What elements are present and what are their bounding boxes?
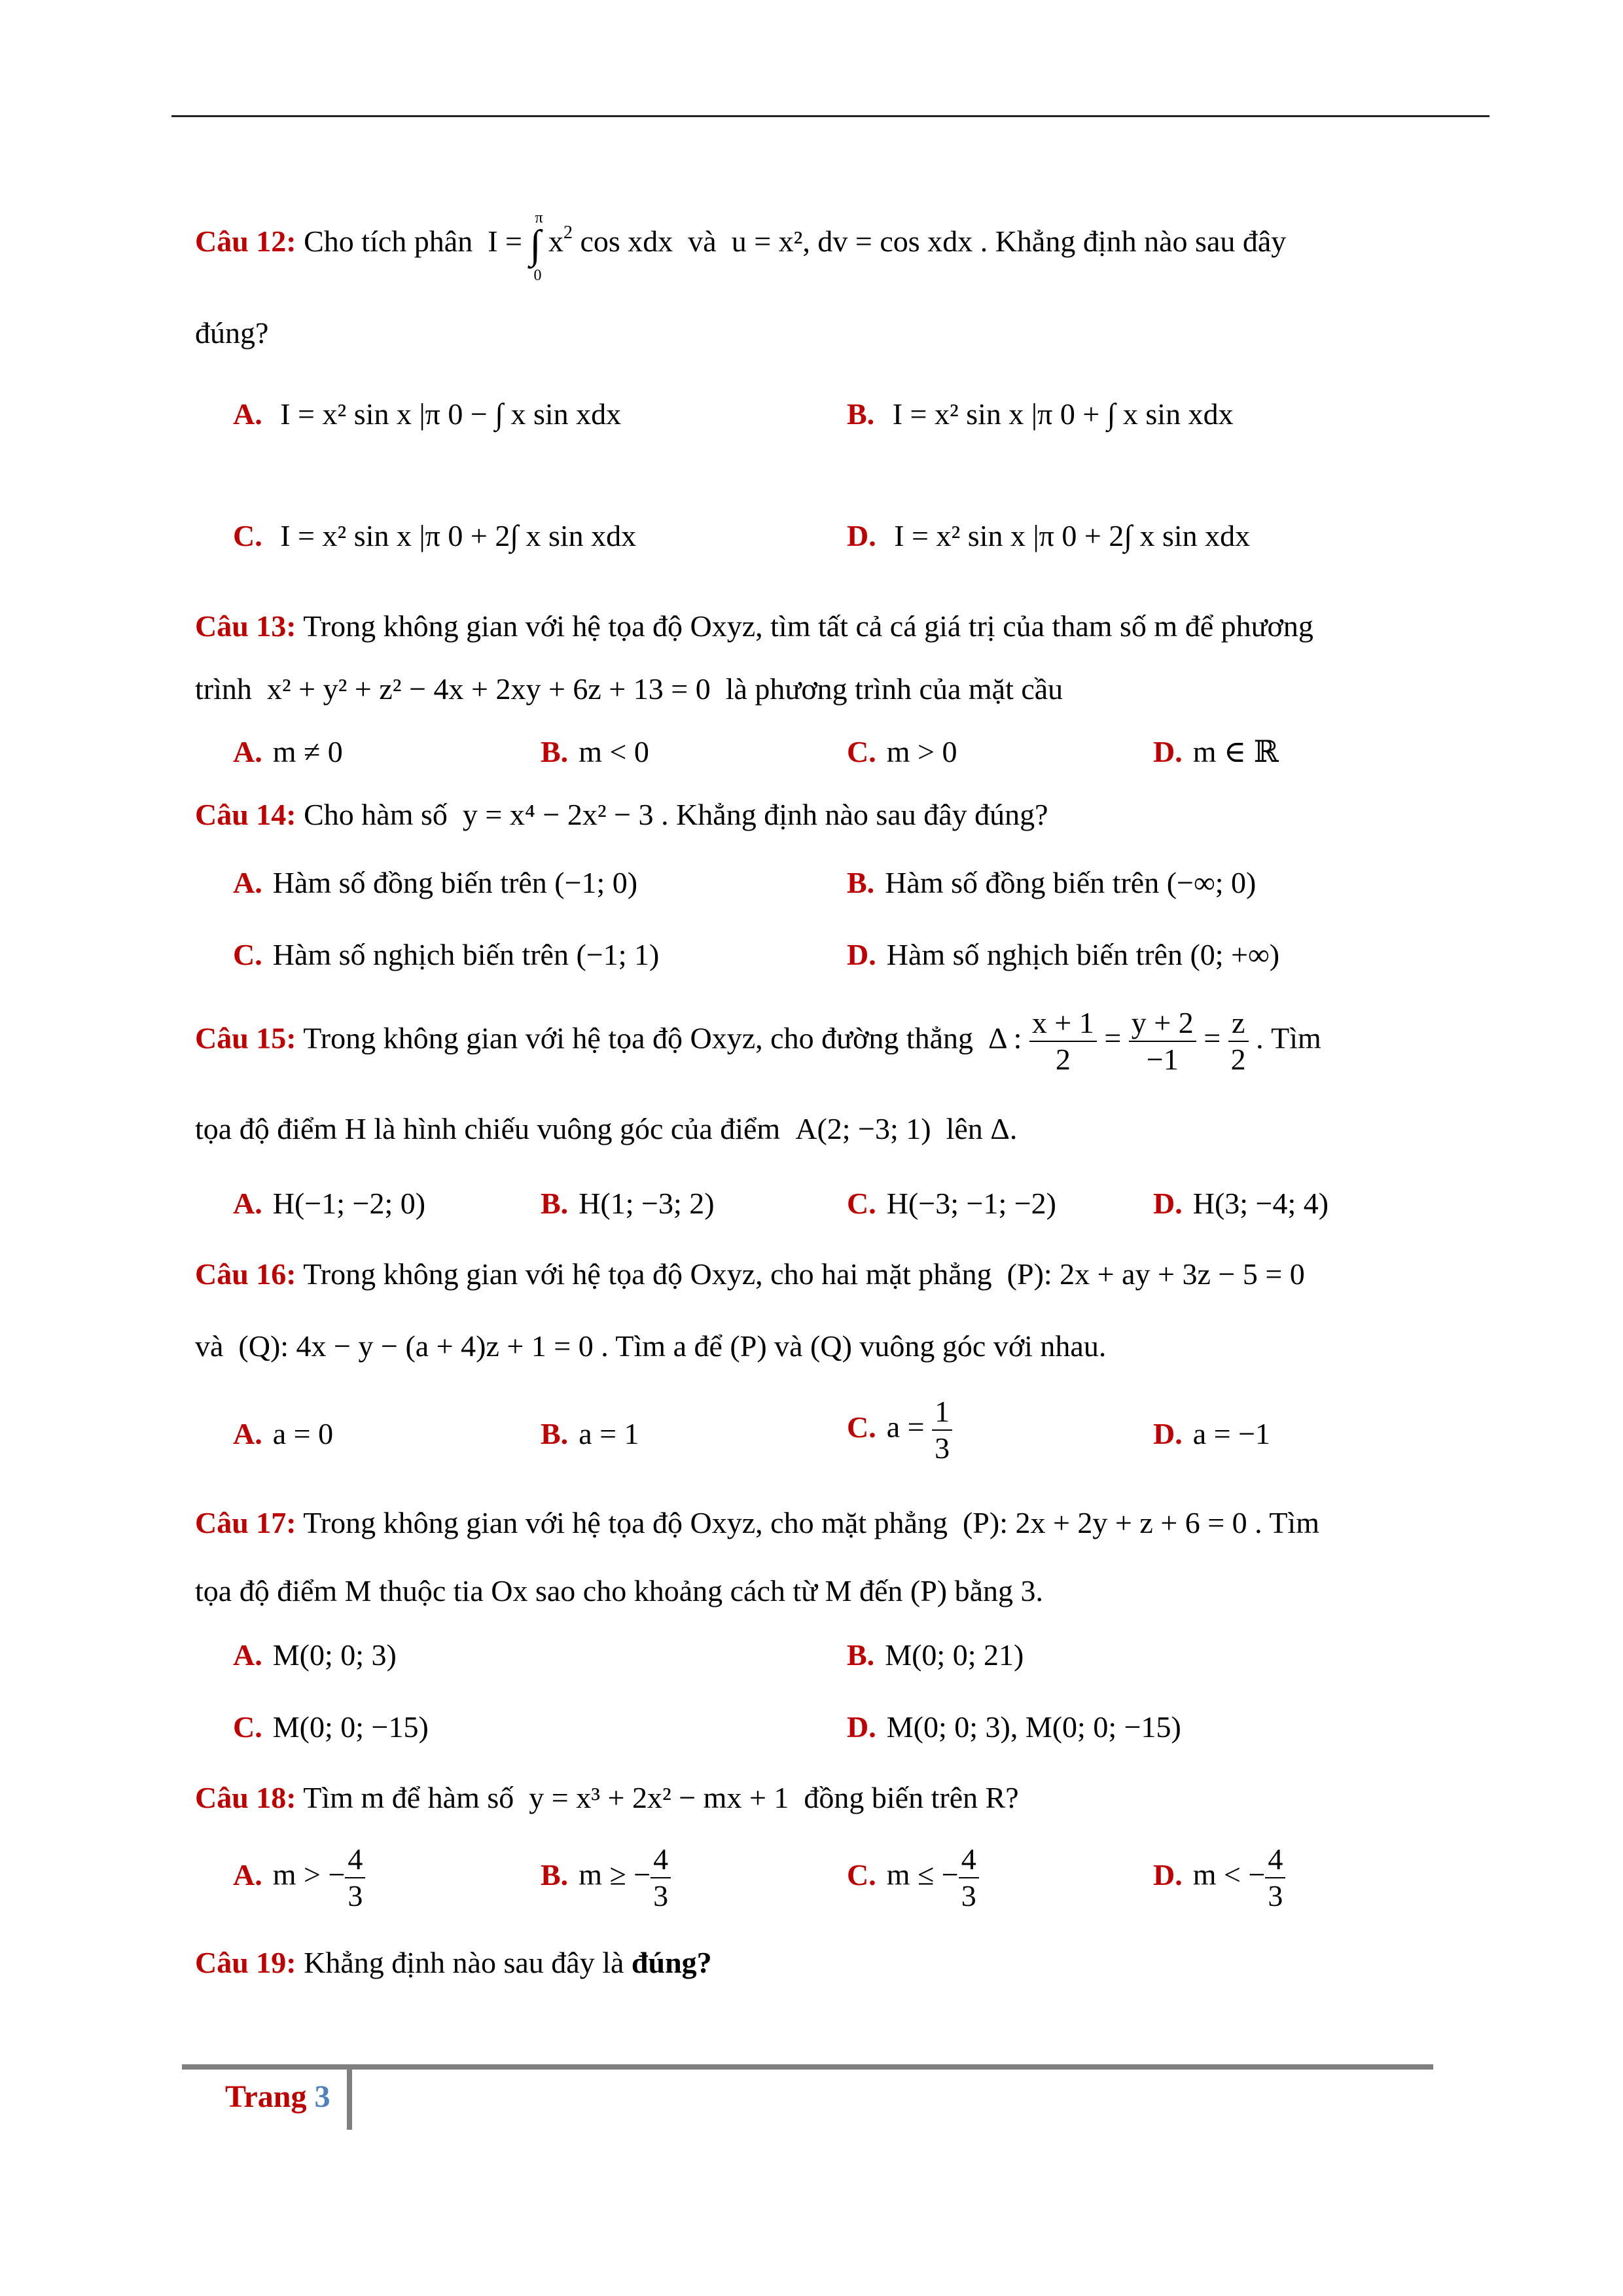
- option-text: I = x² sin x |π 0 − ∫ x sin xdx: [280, 397, 622, 431]
- option-14-a[interactable]: [233, 868, 637, 898]
- option-text: H(1; −3; 2): [579, 1187, 715, 1220]
- substitution: u = x², dv = cos xdx: [731, 224, 973, 258]
- question-text: Trong không gian với hệ tọa độ Oxyz, cho đường thẳng: [303, 1021, 974, 1055]
- fraction: $\frac{4}{3}$: [959, 1844, 979, 1911]
- option-text: m < −: [1192, 1857, 1266, 1892]
- question-label: Câu 18:: [195, 1781, 296, 1814]
- integral-expression: I = ∫ π 0 $x^2$ cos xdx: [488, 209, 673, 284]
- question-label: Câu 16:: [195, 1257, 296, 1291]
- question-text: . Tìm: [1256, 1021, 1321, 1055]
- question-16-cont: [195, 1331, 1106, 1361]
- question-text: Tìm m để hàm số: [303, 1781, 514, 1814]
- option-17-a[interactable]: [233, 1640, 397, 1670]
- option-text: m ≤ −: [886, 1857, 959, 1892]
- option-16-d[interactable]: [1153, 1419, 1270, 1449]
- option-text: H(−3; −1; −2): [886, 1187, 1056, 1220]
- plane-q: (Q): 4x − y − (a + 4)z + 1 = 0: [238, 1329, 594, 1363]
- question-text: trình: [195, 672, 252, 706]
- question-text: Trong không gian với hệ tọa độ Oxyz, cho mặt phẳng: [303, 1506, 948, 1539]
- question-label: Câu 15:: [195, 1021, 296, 1055]
- option-math: (0; +∞): [1190, 938, 1280, 971]
- option-17-d[interactable]: [847, 1712, 1181, 1742]
- option-letter: D.: [1153, 1187, 1183, 1220]
- question-17-cont: tọa độ điểm M thuộc tia Ox sao cho khoảng cách từ M đến (P) bằng 3.: [195, 1574, 1044, 1607]
- question-13-cont: [195, 674, 1063, 704]
- question-17: [195, 1508, 1319, 1538]
- option-16-c[interactable]: [847, 1397, 952, 1463]
- question-text: là phương trình của mặt cầu: [725, 672, 1063, 706]
- option-letter: A.: [233, 397, 262, 431]
- option-letter: B.: [847, 1638, 875, 1672]
- question-text: Khẳng định nào sau đây là: [304, 1946, 624, 1979]
- question-text: Cho hàm số: [304, 798, 448, 831]
- page-number: 3: [314, 2079, 330, 2114]
- option-12-c[interactable]: [233, 521, 636, 551]
- option-letter: A.: [233, 1638, 262, 1672]
- option-letter: B.: [541, 1857, 569, 1892]
- option-letter: D.: [1153, 735, 1183, 768]
- question-14: [195, 800, 1048, 830]
- option-13-b[interactable]: [541, 737, 649, 767]
- question-12-cont: đúng?: [195, 316, 269, 350]
- option-text: m < 0: [579, 735, 649, 768]
- option-letter: D.: [1153, 1417, 1183, 1450]
- option-text: I = x² sin x |π 0 + 2∫ x sin xdx: [280, 519, 637, 552]
- option-letter: C.: [847, 1857, 876, 1892]
- option-text: a = −1: [1192, 1417, 1271, 1450]
- question-13: [195, 611, 1313, 641]
- page-footer: [225, 2079, 330, 2115]
- question-text: và: [195, 1329, 224, 1363]
- option-text: M(0; 0; −15): [272, 1710, 429, 1744]
- option-math: (−1; 0): [554, 866, 638, 899]
- option-letter: D.: [847, 519, 876, 552]
- option-15-c[interactable]: [847, 1189, 1056, 1219]
- option-text: M(0; 0; 3), M(0; 0; −15): [886, 1710, 1181, 1744]
- option-text: M(0; 0; 21): [885, 1638, 1024, 1672]
- option-letter: D.: [1153, 1857, 1183, 1892]
- question-text: . Tìm: [1255, 1506, 1319, 1539]
- question-text: Cho tích phân: [304, 224, 473, 258]
- option-18-a[interactable]: [233, 1844, 365, 1911]
- equation: x² + y² + z² − 4x + 2xy + 6z + 13 = 0: [266, 672, 711, 706]
- option-14-c[interactable]: [233, 940, 659, 970]
- option-letter: B.: [847, 397, 875, 431]
- equation: y = x³ + 2x² − mx + 1: [529, 1781, 789, 1814]
- option-15-a[interactable]: [233, 1189, 425, 1219]
- question-emphasis: đúng?: [631, 1946, 712, 1979]
- option-text: a =: [886, 1410, 925, 1444]
- question-18: [195, 1783, 1019, 1813]
- question-text: tọa độ điểm H là hình chiếu vuông góc của điểm: [195, 1112, 781, 1145]
- option-letter: C.: [847, 735, 876, 768]
- option-text: m > 0: [886, 735, 957, 768]
- option-12-d[interactable]: [847, 521, 1250, 551]
- fraction: $\frac{4}{3}$: [651, 1844, 671, 1911]
- option-letter: C.: [233, 519, 262, 552]
- option-text: M(0; 0; 3): [272, 1638, 397, 1672]
- option-letter: D.: [847, 938, 876, 971]
- option-letter: A.: [233, 1857, 262, 1892]
- option-letter: B.: [847, 866, 875, 899]
- question-label: Câu 12:: [195, 224, 296, 258]
- option-18-d[interactable]: [1153, 1844, 1285, 1911]
- question-15-cont: [195, 1114, 1017, 1144]
- question-19: [195, 1948, 712, 1978]
- option-17-b[interactable]: [847, 1640, 1024, 1670]
- footer-rule: [182, 2064, 1433, 2070]
- option-math: (−1; 1): [576, 938, 660, 971]
- question-text: đồng biến trên R?: [804, 1781, 1019, 1814]
- option-math: (−∞; 0): [1166, 866, 1257, 899]
- option-letter: A.: [233, 735, 262, 768]
- footer-divider: [347, 2064, 352, 2130]
- option-15-d[interactable]: [1153, 1189, 1329, 1219]
- option-text: a = 1: [579, 1417, 639, 1450]
- delta-symbol: Δ :: [988, 1021, 1022, 1055]
- option-18-c[interactable]: [847, 1844, 979, 1911]
- point: A(2; −3; 1): [795, 1112, 931, 1145]
- option-text: m > −: [272, 1857, 346, 1892]
- option-16-b[interactable]: [541, 1419, 639, 1449]
- equation: y = x⁴ − 2x² − 3: [462, 798, 654, 831]
- question-text: Trong không gian với hệ tọa độ Oxyz, cho hai mặt phẳng: [303, 1257, 992, 1291]
- footer-label: Trang: [225, 2079, 307, 2114]
- fraction: $\frac{4}{3}$: [345, 1844, 365, 1911]
- option-text: Hàm số nghịch biến trên: [886, 938, 1183, 971]
- option-text: H(−1; −2; 0): [272, 1187, 426, 1220]
- question-label: Câu 14:: [195, 798, 296, 831]
- option-18-b[interactable]: [541, 1844, 671, 1911]
- option-letter: D.: [847, 1710, 876, 1744]
- plane-p: (P): 2x + ay + 3z − 5 = 0: [1007, 1257, 1305, 1291]
- fraction-z: $\frac{z}{2}$: [1228, 1008, 1249, 1075]
- option-letter: B.: [541, 1187, 569, 1220]
- question-text: . Khẳng định nào sau đây: [980, 224, 1287, 258]
- option-text: m ≠ 0: [272, 735, 343, 768]
- question-16: [195, 1259, 1305, 1289]
- question-text: lên Δ.: [946, 1112, 1018, 1145]
- conjunction: và: [688, 224, 717, 258]
- option-letter: B.: [541, 1417, 569, 1450]
- question-text: . Tìm a để (P) và (Q) vuông góc với nhau.: [601, 1329, 1107, 1363]
- question-12: [195, 209, 1287, 284]
- option-letter: C.: [233, 938, 262, 971]
- question-label: Câu 13:: [195, 609, 296, 643]
- option-16-a[interactable]: [233, 1419, 333, 1449]
- option-letter: A.: [233, 1417, 262, 1450]
- option-text: I = x² sin x |π 0 + ∫ x sin xdx: [892, 397, 1234, 431]
- question-text: . Khẳng định nào sau đây đúng?: [661, 798, 1048, 831]
- option-text: Hàm số nghịch biến trên: [272, 938, 569, 971]
- option-12-b[interactable]: [847, 399, 1234, 429]
- option-text: m ∈ ℝ: [1192, 735, 1279, 768]
- option-15-b[interactable]: [541, 1189, 715, 1219]
- fraction-y: $\frac{y + 2}{-1}$: [1129, 1008, 1196, 1075]
- option-13-d[interactable]: [1153, 737, 1279, 767]
- option-14-b[interactable]: [847, 868, 1256, 898]
- option-text: a = 0: [272, 1417, 334, 1450]
- header-rule: [171, 115, 1489, 117]
- question-text: Trong không gian với hệ tọa độ Oxyz, tìm tất cả cá giá trị của tham số m để phương: [303, 609, 1313, 643]
- option-letter: A.: [233, 866, 262, 899]
- fraction-x: $\frac{x + 1}{2}$: [1029, 1008, 1097, 1075]
- option-text: m ≥ −: [579, 1857, 651, 1892]
- option-12-a[interactable]: [233, 399, 621, 429]
- fraction: $\frac{1}{3}$: [932, 1397, 952, 1463]
- option-letter: B.: [541, 735, 569, 768]
- option-text: I = x² sin x |π 0 + 2∫ x sin xdx: [894, 519, 1251, 552]
- option-13-a[interactable]: [233, 737, 343, 767]
- plane: (P): 2x + 2y + z + 6 = 0: [962, 1506, 1247, 1539]
- question-label: Câu 17:: [195, 1506, 296, 1539]
- option-17-c[interactable]: [233, 1712, 429, 1742]
- question-15: Câu 15: Trong không gian với hệ tọa độ Oxyz, cho đường thẳng Δ : $\frac{x + 1}{2}$ = $\frac{y + 2}{-1}$ = $\frac{z}{2}$ . Tìm: [195, 1006, 1321, 1076]
- option-letter: C.: [233, 1710, 262, 1744]
- option-text: Hàm số đồng biến trên: [272, 866, 547, 899]
- option-14-d[interactable]: [847, 940, 1279, 970]
- option-13-c[interactable]: [847, 737, 957, 767]
- fraction: $\frac{4}{3}$: [1265, 1844, 1285, 1911]
- option-letter: C.: [847, 1187, 876, 1220]
- option-text: H(3; −4; 4): [1192, 1187, 1329, 1220]
- option-letter: A.: [233, 1187, 262, 1220]
- option-text: Hàm số đồng biến trên: [885, 866, 1160, 899]
- option-letter: C.: [847, 1410, 876, 1444]
- question-label: Câu 19:: [195, 1946, 296, 1979]
